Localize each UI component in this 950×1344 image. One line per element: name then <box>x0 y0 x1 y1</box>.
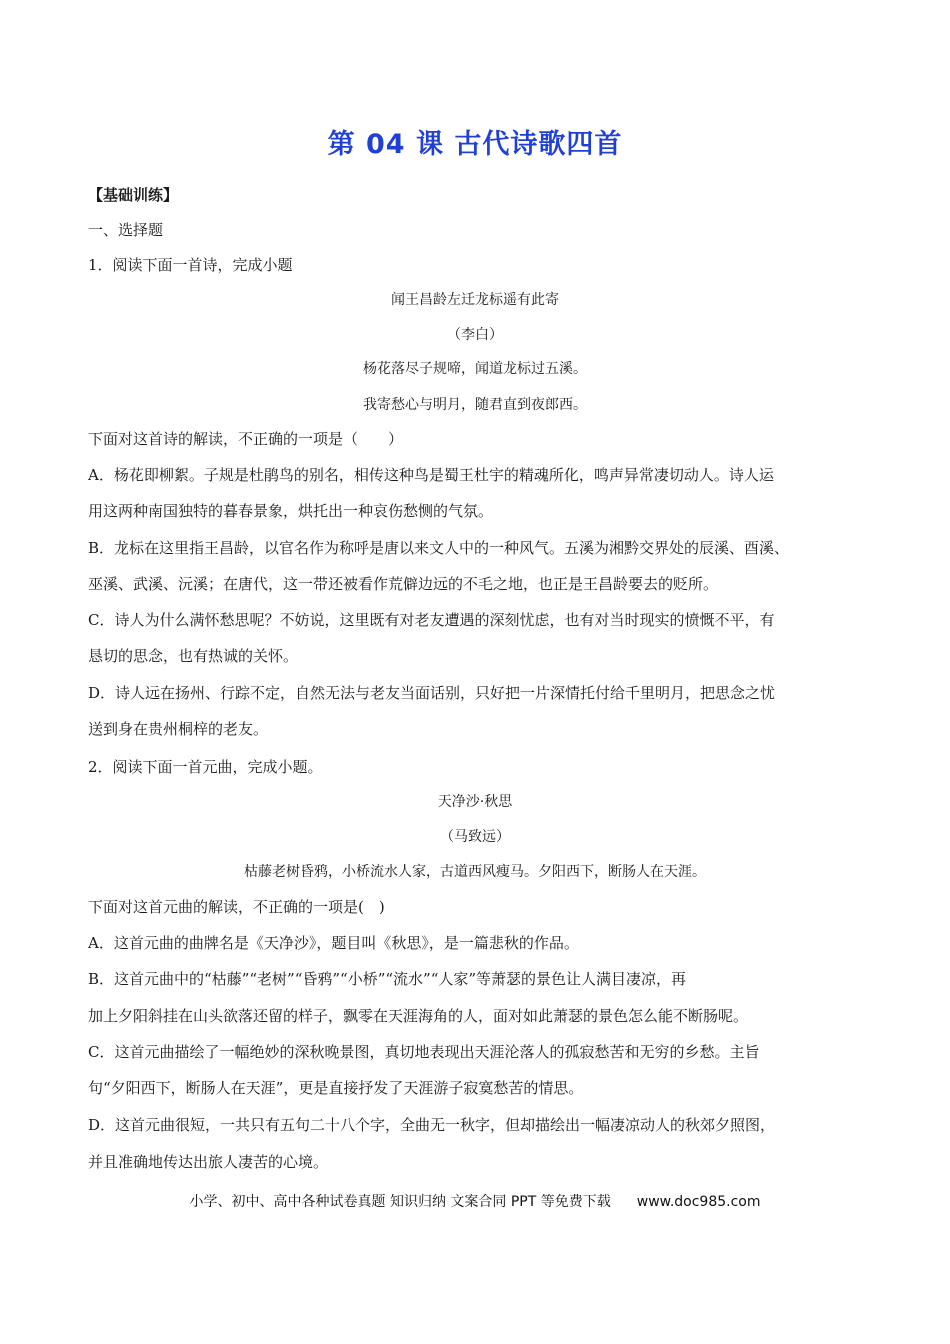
q1-option-c-line-2: 恳切的思念，也有热诚的关怀。 <box>88 647 299 665</box>
footer-text: 小学、初中、高中各种试卷真题 知识归纳 文案合同 PPT 等免费下载 <box>189 1194 611 1210</box>
question-1-stem: 下面对这首诗的解读，不正确的一项是（ ） <box>88 430 404 448</box>
q2-option-b-line-1: B．这首元曲中的“枯藤”“老树”“昏鸦”“小桥”“流水”“人家”等萧瑟的景色让人满目凄凉，再 <box>88 970 687 988</box>
q2-option-b-line-2: 加上夕阳斜挂在山头欲落还留的样子，飘零在天涯海角的人，面对如此萧瑟的景色怎么能不断肠呢。 <box>88 1007 749 1025</box>
q2-option-d-line-2: 并且准确地传达出旅人凄苦的心境。 <box>88 1153 329 1171</box>
poem-2-line-1: 枯藤老树昏鸦，小桥流水人家，古道西风瘦马。夕阳西下，断肠人在天涯。 <box>244 864 706 880</box>
question-2-stem: 下面对这首元曲的解读，不正确的一项是( ) <box>88 898 385 916</box>
poem-2-title: 天净沙·秋思 <box>437 794 513 810</box>
page-footer <box>0 1191 950 1211</box>
q2-option-d-line-1: D．这首元曲很短，一共只有五句二十八个字，全曲无一秋字，但却描绘出一幅凄凉动人的秋郊夕照图， <box>88 1116 776 1134</box>
poem-1-line-1: 杨花落尽子规啼，闻道龙标过五溪。 <box>363 361 587 377</box>
question-2-prompt: 2．阅读下面一首元曲，完成小题。 <box>88 758 323 776</box>
q1-option-b-line-2: 巫溪、武溪、沅溪；在唐代，这一带还被看作荒僻边远的不毛之地，也正是王昌龄要去的贬所。 <box>88 575 719 593</box>
q2-option-c-line-2: 句“夕阳西下，断肠人在天涯”，更是直接抒发了天涯游子寂寞愁苦的情思。 <box>88 1079 584 1097</box>
q1-option-a-line-2: 用这两种南国独特的暮春景象，烘托出一种哀伤愁恻的气氛。 <box>88 502 494 520</box>
poem-2-author: （马致远） <box>440 829 510 845</box>
poem-1-title: 闻王昌龄左迁龙标遥有此寄 <box>391 292 559 308</box>
section-heading: 【基础训练】 <box>88 186 179 204</box>
q1-option-d-line-2: 送到身在贵州桐梓的老友。 <box>88 720 269 738</box>
question-1-prompt: 1．阅读下面一首诗，完成小题 <box>88 256 293 274</box>
page-title: 第 04 课 古代诗歌四首 <box>327 129 623 160</box>
poem-1-author: （李白） <box>447 327 503 343</box>
part-heading: 一、选择题 <box>88 221 164 239</box>
q1-option-a-line-1: A．杨花即柳絮。子规是杜鹃鸟的别名，相传这种鸟是蜀王杜宇的精魂所化，鸣声异常凄切动人。诗人运 <box>88 466 774 484</box>
q1-option-b-line-1: B．龙标在这里指王昌龄，以官名作为称呼是唐以来文人中的一种风气。五溪为湘黔交界处的辰溪、酉溪、 <box>88 539 790 557</box>
footer-url[interactable]: www.doc985.com <box>636 1194 761 1210</box>
q2-option-c-line-1: C．这首元曲描绘了一幅绝妙的深秋晚景图，真切地表现出天涯沦落人的孤寂愁苦和无穷的乡愁。主旨 <box>88 1043 760 1061</box>
poem-1-line-2: 我寄愁心与明月，随君直到夜郎西。 <box>363 397 587 413</box>
q1-option-c-line-1: C．诗人为什么满怀愁思呢？不妨说，这里既有对老友遭遇的深刻忧虑，也有对当时现实的愤慨不平，有 <box>88 611 775 629</box>
q2-option-a-line-1: A．这首元曲的曲牌名是《天净沙》，题目叫《秋思》，是一篇悲秋的作品。 <box>88 934 579 952</box>
q1-option-d-line-1: D．诗人远在扬州、行踪不定，自然无法与老友当面话别，只好把一片深情托付给千里明月，把思念之忧 <box>88 684 776 702</box>
